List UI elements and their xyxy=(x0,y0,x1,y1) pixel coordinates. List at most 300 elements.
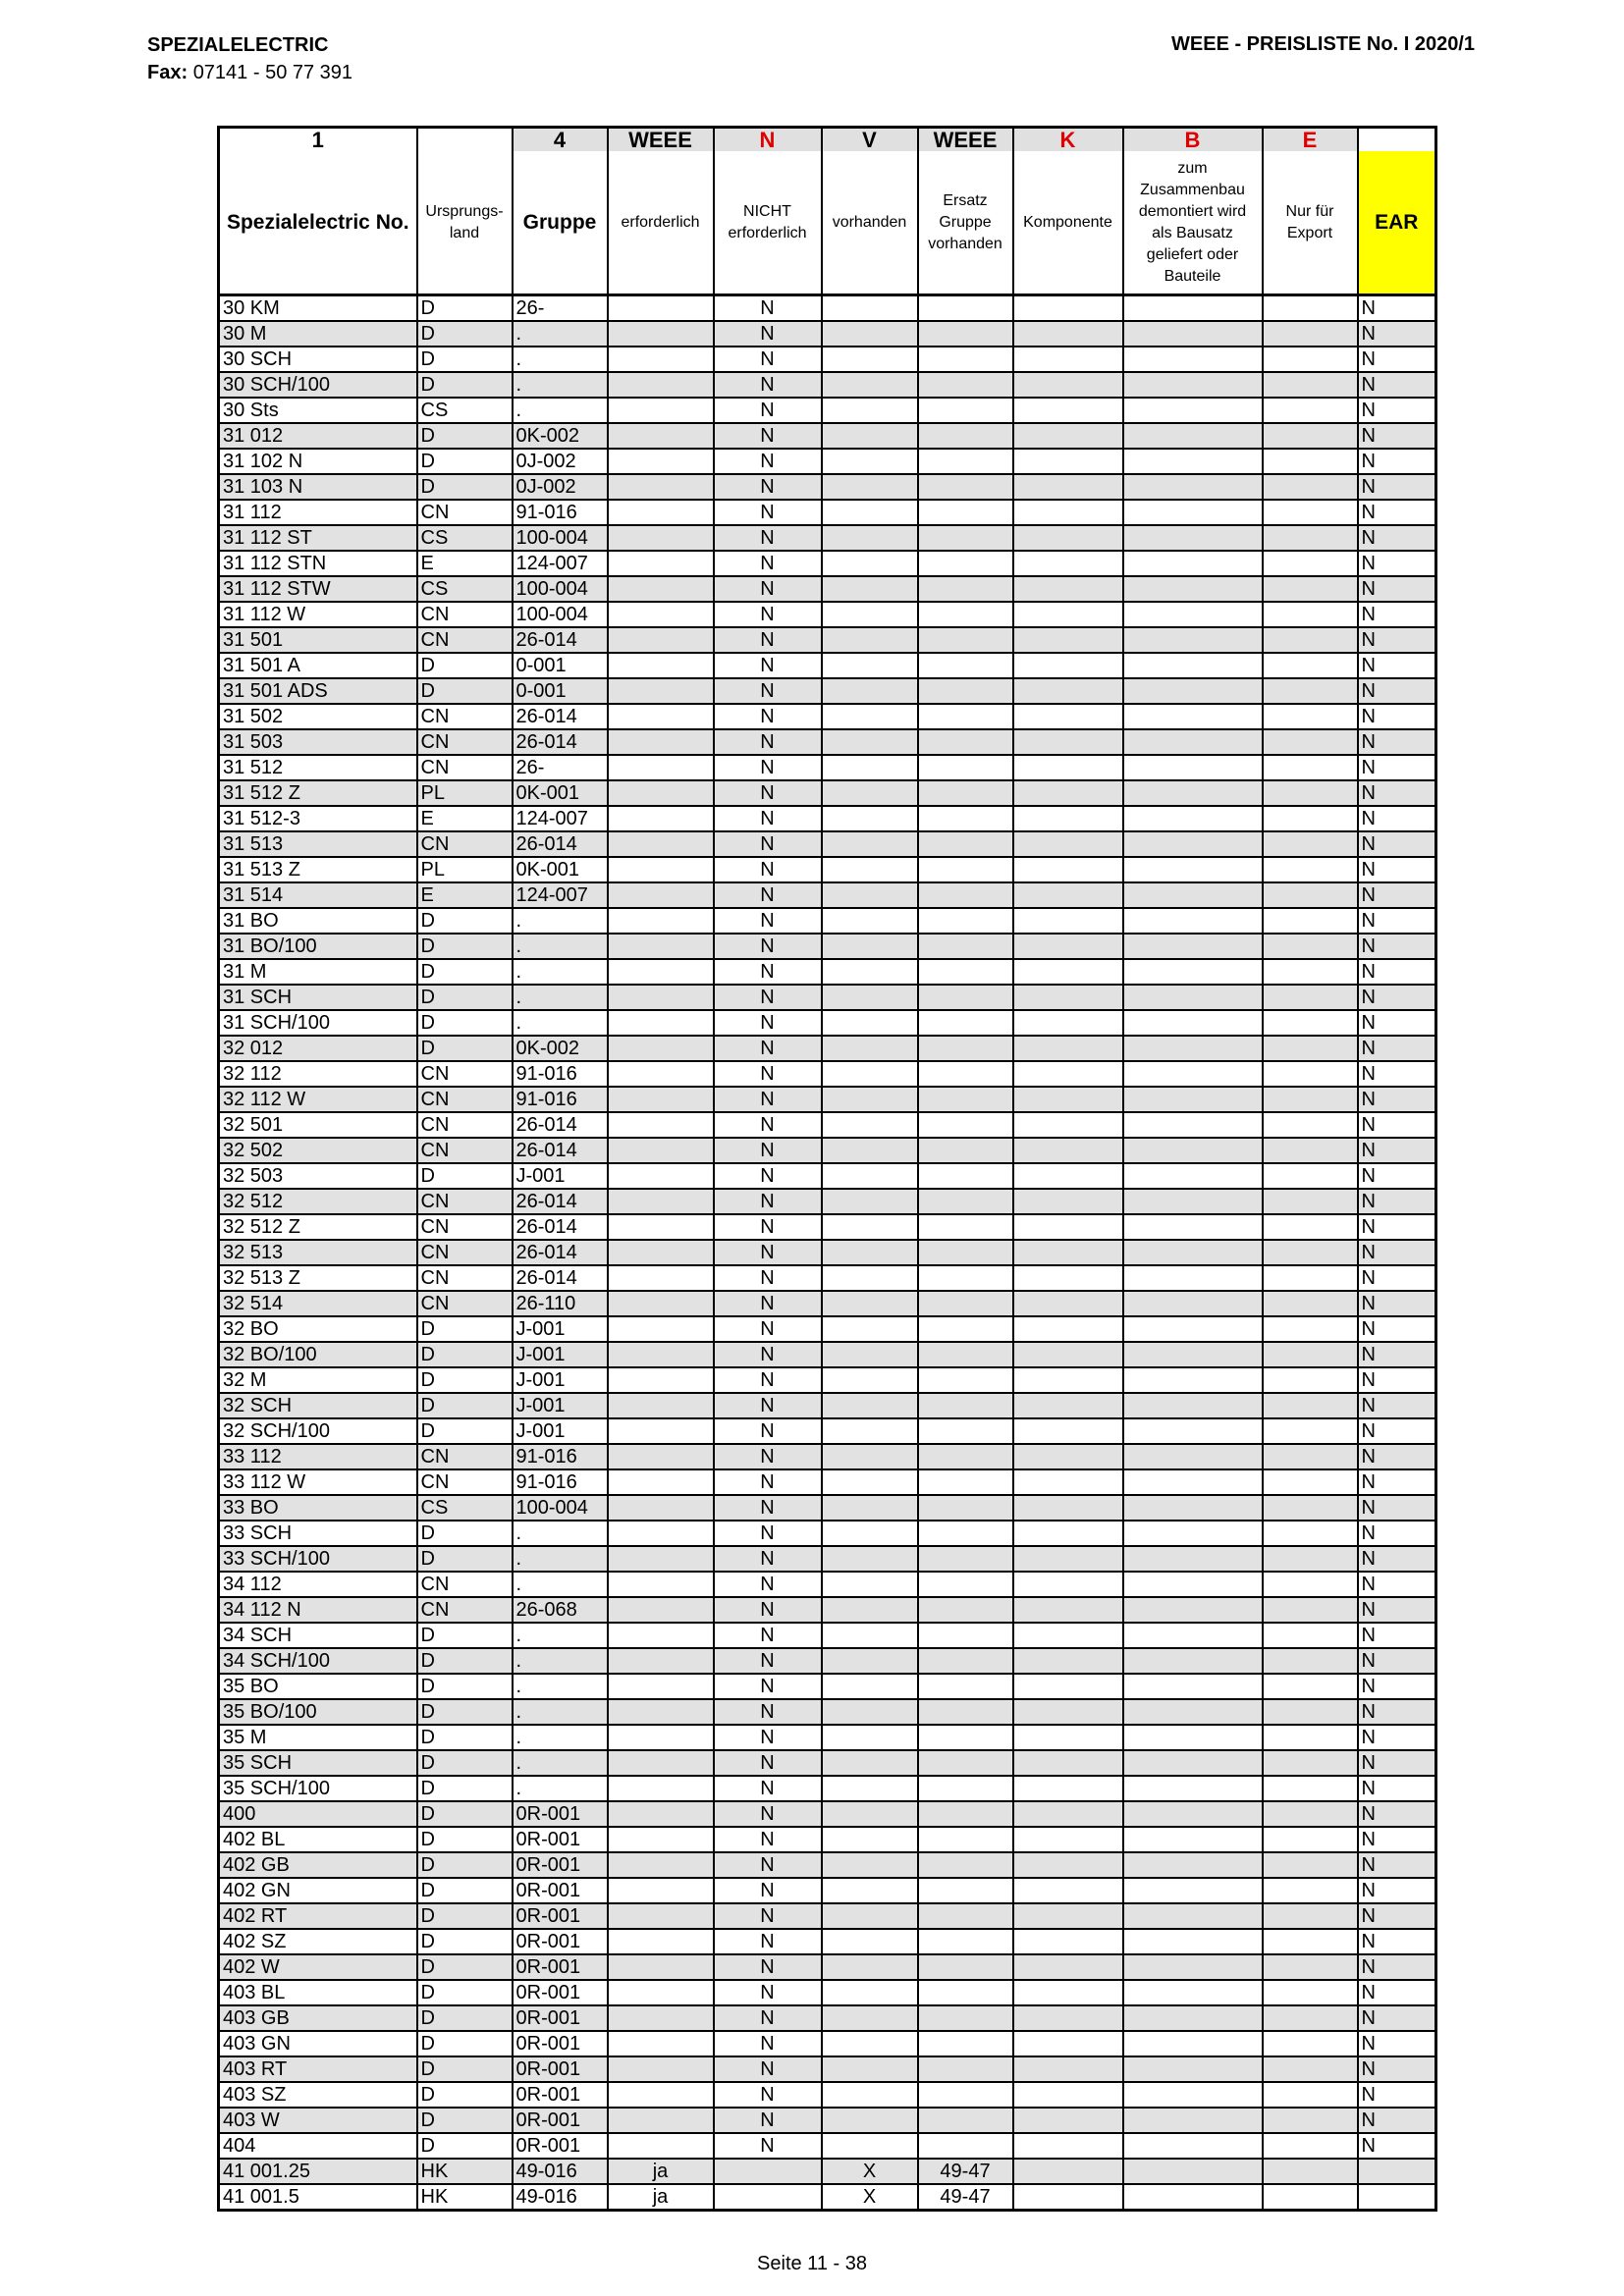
cell-export xyxy=(1263,321,1358,347)
cell-ear: N xyxy=(1358,1801,1436,1827)
cell-bausatz xyxy=(1123,1495,1263,1521)
cell-spezialelectric-no: 41 001.5 xyxy=(219,2184,417,2211)
cell-weee-erforderlich xyxy=(608,576,714,602)
cell-ersatz xyxy=(918,1112,1013,1138)
cell-gruppe: . xyxy=(513,321,608,347)
cell-komponente xyxy=(1013,882,1123,908)
table-row xyxy=(219,934,1436,959)
cell-export xyxy=(1263,1291,1358,1316)
cell-weee-erforderlich xyxy=(608,1954,714,1980)
cell-gruppe: . xyxy=(513,934,608,959)
cell-vorhanden xyxy=(822,653,918,678)
cell-gruppe: . xyxy=(513,985,608,1010)
cell-bausatz xyxy=(1123,934,1263,959)
cell-komponente xyxy=(1013,474,1123,500)
cell-weee-erforderlich xyxy=(608,934,714,959)
code-cell-9: E xyxy=(1263,128,1358,152)
cell-gruppe: 0K-001 xyxy=(513,857,608,882)
cell-land: CN xyxy=(417,704,513,729)
cell-komponente xyxy=(1013,398,1123,423)
cell-ersatz xyxy=(918,449,1013,474)
cell-land: D xyxy=(417,1776,513,1801)
code-cell-0: 1 xyxy=(219,128,417,152)
cell-gruppe: 26-014 xyxy=(513,627,608,653)
cell-gruppe: . xyxy=(513,1699,608,1725)
cell-vorhanden xyxy=(822,1980,918,2005)
cell-land: D xyxy=(417,1036,513,1061)
cell-komponente xyxy=(1013,1469,1123,1495)
header-ear: EAR xyxy=(1358,151,1436,295)
cell-ersatz xyxy=(918,551,1013,576)
cell-export xyxy=(1263,1469,1358,1495)
cell-bausatz xyxy=(1123,1291,1263,1316)
cell-land: CN xyxy=(417,729,513,755)
cell-weee-nicht: N xyxy=(714,653,822,678)
table-row xyxy=(219,1163,1436,1189)
cell-komponente xyxy=(1013,1521,1123,1546)
cell-land: CN xyxy=(417,1240,513,1265)
cell-weee-erforderlich xyxy=(608,398,714,423)
cell-land: CN xyxy=(417,1189,513,1214)
cell-ear: N xyxy=(1358,347,1436,372)
cell-ersatz xyxy=(918,1061,1013,1087)
cell-ear: N xyxy=(1358,1699,1436,1725)
table-row xyxy=(219,423,1436,449)
cell-vorhanden xyxy=(822,1112,918,1138)
cell-export xyxy=(1263,1546,1358,1572)
cell-ear: N xyxy=(1358,755,1436,780)
cell-weee-nicht: N xyxy=(714,2031,822,2056)
cell-ersatz xyxy=(918,1903,1013,1929)
cell-weee-nicht xyxy=(714,2184,822,2211)
cell-spezialelectric-no: 403 GB xyxy=(219,2005,417,2031)
cell-ersatz xyxy=(918,806,1013,831)
code-cell-5: V xyxy=(822,128,918,152)
cell-weee-nicht: N xyxy=(714,1469,822,1495)
header-gruppe: Gruppe xyxy=(513,151,608,295)
cell-vorhanden xyxy=(822,1725,918,1750)
cell-bausatz xyxy=(1123,729,1263,755)
document-title: WEEE - PREISLISTE No. I 2020/1 xyxy=(1171,33,1475,55)
table-row xyxy=(219,295,1436,322)
cell-weee-erforderlich xyxy=(608,1495,714,1521)
cell-bausatz xyxy=(1123,985,1263,1010)
cell-vorhanden xyxy=(822,1444,918,1469)
cell-weee-erforderlich xyxy=(608,1929,714,1954)
cell-bausatz xyxy=(1123,2082,1263,2108)
cell-ersatz xyxy=(918,2082,1013,2108)
cell-export xyxy=(1263,1418,1358,1444)
cell-komponente xyxy=(1013,985,1123,1010)
cell-ear: N xyxy=(1358,1189,1436,1214)
cell-export xyxy=(1263,1674,1358,1699)
price-list-table xyxy=(217,126,1437,2212)
cell-spezialelectric-no: 32 SCH/100 xyxy=(219,1418,417,1444)
cell-komponente xyxy=(1013,1929,1123,1954)
cell-spezialelectric-no: 33 BO xyxy=(219,1495,417,1521)
cell-spezialelectric-no: 34 SCH/100 xyxy=(219,1648,417,1674)
cell-bausatz xyxy=(1123,551,1263,576)
cell-gruppe: 0R-001 xyxy=(513,1827,608,1852)
cell-gruppe: . xyxy=(513,908,608,934)
cell-land: CN xyxy=(417,1112,513,1138)
cell-vorhanden: X xyxy=(822,2159,918,2184)
cell-export xyxy=(1263,576,1358,602)
cell-weee-erforderlich xyxy=(608,704,714,729)
cell-ersatz xyxy=(918,653,1013,678)
cell-bausatz xyxy=(1123,1623,1263,1648)
cell-land: CN xyxy=(417,1291,513,1316)
cell-ear: N xyxy=(1358,295,1436,322)
cell-land: D xyxy=(417,2108,513,2133)
cell-vorhanden xyxy=(822,1674,918,1699)
table-row xyxy=(219,985,1436,1010)
cell-weee-nicht: N xyxy=(714,806,822,831)
cell-bausatz xyxy=(1123,1010,1263,1036)
cell-spezialelectric-no: 31 501 ADS xyxy=(219,678,417,704)
cell-weee-nicht: N xyxy=(714,1010,822,1036)
cell-land: CN xyxy=(417,831,513,857)
cell-spezialelectric-no: 31 513 xyxy=(219,831,417,857)
cell-ear: N xyxy=(1358,831,1436,857)
cell-weee-erforderlich xyxy=(608,474,714,500)
cell-land: D xyxy=(417,1954,513,1980)
cell-vorhanden xyxy=(822,2108,918,2133)
cell-gruppe: 0-001 xyxy=(513,678,608,704)
cell-vorhanden xyxy=(822,1495,918,1521)
cell-ersatz xyxy=(918,729,1013,755)
cell-weee-nicht: N xyxy=(714,780,822,806)
cell-land: D xyxy=(417,1316,513,1342)
cell-bausatz xyxy=(1123,1903,1263,1929)
cell-ear: N xyxy=(1358,474,1436,500)
cell-gruppe: 26-014 xyxy=(513,1138,608,1163)
cell-spezialelectric-no: 31 112 STN xyxy=(219,551,417,576)
cell-weee-erforderlich xyxy=(608,1112,714,1138)
table-row xyxy=(219,831,1436,857)
cell-vorhanden xyxy=(822,576,918,602)
cell-komponente xyxy=(1013,1597,1123,1623)
cell-ersatz xyxy=(918,1036,1013,1061)
cell-spezialelectric-no: 31 112 STW xyxy=(219,576,417,602)
cell-export xyxy=(1263,2133,1358,2159)
cell-bausatz xyxy=(1123,2159,1263,2184)
cell-gruppe: 26-014 xyxy=(513,704,608,729)
table-row xyxy=(219,1240,1436,1265)
cell-spezialelectric-no: 31 012 xyxy=(219,423,417,449)
cell-spezialelectric-no: 31 103 N xyxy=(219,474,417,500)
cell-ersatz xyxy=(918,627,1013,653)
cell-ersatz xyxy=(918,1572,1013,1597)
cell-ear: N xyxy=(1358,1495,1436,1521)
cell-weee-nicht: N xyxy=(714,1903,822,1929)
cell-weee-nicht: N xyxy=(714,1418,822,1444)
cell-gruppe: 91-016 xyxy=(513,500,608,525)
cell-ersatz xyxy=(918,602,1013,627)
cell-export xyxy=(1263,1214,1358,1240)
cell-export xyxy=(1263,2159,1358,2184)
cell-ear: N xyxy=(1358,576,1436,602)
cell-weee-nicht: N xyxy=(714,959,822,985)
cell-weee-nicht: N xyxy=(714,831,822,857)
cell-ear: N xyxy=(1358,1444,1436,1469)
cell-bausatz xyxy=(1123,2184,1263,2211)
cell-export xyxy=(1263,525,1358,551)
cell-export xyxy=(1263,1699,1358,1725)
cell-komponente xyxy=(1013,1776,1123,1801)
cell-spezialelectric-no: 32 012 xyxy=(219,1036,417,1061)
cell-ersatz xyxy=(918,1980,1013,2005)
table-row xyxy=(219,1418,1436,1444)
cell-gruppe: 49-016 xyxy=(513,2159,608,2184)
cell-weee-nicht xyxy=(714,2159,822,2184)
cell-weee-nicht: N xyxy=(714,321,822,347)
cell-ersatz xyxy=(918,959,1013,985)
cell-weee-erforderlich xyxy=(608,1393,714,1418)
cell-vorhanden xyxy=(822,1138,918,1163)
cell-komponente xyxy=(1013,1163,1123,1189)
cell-spezialelectric-no: 31 502 xyxy=(219,704,417,729)
table-row xyxy=(219,704,1436,729)
cell-gruppe: 26-110 xyxy=(513,1291,608,1316)
cell-spezialelectric-no: 31 SCH/100 xyxy=(219,1010,417,1036)
cell-ersatz xyxy=(918,321,1013,347)
cell-spezialelectric-no: 31 SCH xyxy=(219,985,417,1010)
cell-weee-erforderlich xyxy=(608,908,714,934)
cell-vorhanden xyxy=(822,1623,918,1648)
cell-ear: N xyxy=(1358,1138,1436,1163)
cell-weee-erforderlich xyxy=(608,653,714,678)
cell-land: D xyxy=(417,321,513,347)
cell-gruppe: 91-016 xyxy=(513,1444,608,1469)
cell-ear: N xyxy=(1358,1750,1436,1776)
header-vorhanden: vorhanden xyxy=(822,151,918,295)
cell-vorhanden xyxy=(822,1393,918,1418)
cell-vorhanden xyxy=(822,1521,918,1546)
cell-bausatz xyxy=(1123,1138,1263,1163)
cell-ear: N xyxy=(1358,1674,1436,1699)
cell-weee-nicht: N xyxy=(714,1265,822,1291)
cell-land: D xyxy=(417,653,513,678)
table-row xyxy=(219,1469,1436,1495)
cell-weee-nicht: N xyxy=(714,755,822,780)
table-row xyxy=(219,1776,1436,1801)
cell-bausatz xyxy=(1123,2133,1263,2159)
cell-export xyxy=(1263,1903,1358,1929)
cell-weee-nicht: N xyxy=(714,2108,822,2133)
cell-ear: N xyxy=(1358,1776,1436,1801)
cell-weee-nicht: N xyxy=(714,678,822,704)
cell-gruppe: J-001 xyxy=(513,1393,608,1418)
cell-ear: N xyxy=(1358,1291,1436,1316)
cell-ersatz xyxy=(918,1087,1013,1112)
cell-weee-nicht: N xyxy=(714,398,822,423)
cell-komponente xyxy=(1013,1189,1123,1214)
cell-weee-nicht: N xyxy=(714,985,822,1010)
cell-land: CN xyxy=(417,1597,513,1623)
table-row xyxy=(219,372,1436,398)
cell-export xyxy=(1263,1087,1358,1112)
table-row xyxy=(219,627,1436,653)
cell-bausatz xyxy=(1123,525,1263,551)
cell-spezialelectric-no: 30 Sts xyxy=(219,398,417,423)
cell-export xyxy=(1263,653,1358,678)
cell-ersatz xyxy=(918,882,1013,908)
cell-gruppe: 26-068 xyxy=(513,1597,608,1623)
cell-land: E xyxy=(417,806,513,831)
cell-ear: N xyxy=(1358,2082,1436,2108)
cell-komponente xyxy=(1013,500,1123,525)
cell-komponente xyxy=(1013,908,1123,934)
cell-gruppe: 26-014 xyxy=(513,831,608,857)
cell-land: CS xyxy=(417,398,513,423)
table-row xyxy=(219,780,1436,806)
cell-weee-erforderlich xyxy=(608,1061,714,1087)
cell-gruppe: 100-004 xyxy=(513,525,608,551)
cell-export xyxy=(1263,1061,1358,1087)
cell-komponente xyxy=(1013,627,1123,653)
cell-komponente xyxy=(1013,1087,1123,1112)
cell-land: CN xyxy=(417,500,513,525)
cell-weee-erforderlich xyxy=(608,1827,714,1852)
cell-land: CS xyxy=(417,576,513,602)
cell-export xyxy=(1263,1393,1358,1418)
cell-weee-nicht: N xyxy=(714,1801,822,1827)
cell-gruppe: 0R-001 xyxy=(513,1929,608,1954)
cell-weee-nicht: N xyxy=(714,2056,822,2082)
cell-ear: N xyxy=(1358,1546,1436,1572)
cell-vorhanden xyxy=(822,602,918,627)
cell-gruppe: . xyxy=(513,1623,608,1648)
cell-land: D xyxy=(417,1750,513,1776)
cell-ersatz xyxy=(918,1444,1013,1469)
cell-ear: N xyxy=(1358,1265,1436,1291)
cell-vorhanden xyxy=(822,1316,918,1342)
cell-weee-erforderlich xyxy=(608,959,714,985)
cell-vorhanden xyxy=(822,449,918,474)
cell-spezialelectric-no: 31 512 xyxy=(219,755,417,780)
cell-land: D xyxy=(417,1342,513,1367)
cell-ersatz xyxy=(918,780,1013,806)
cell-spezialelectric-no: 31 512 Z xyxy=(219,780,417,806)
table-row xyxy=(219,1827,1436,1852)
cell-weee-erforderlich xyxy=(608,1087,714,1112)
table-row xyxy=(219,1036,1436,1061)
cell-export xyxy=(1263,1010,1358,1036)
cell-spezialelectric-no: 31 503 xyxy=(219,729,417,755)
cell-export xyxy=(1263,500,1358,525)
cell-export xyxy=(1263,347,1358,372)
column-header-row xyxy=(219,151,1436,295)
cell-gruppe: 26-014 xyxy=(513,1112,608,1138)
cell-export xyxy=(1263,1597,1358,1623)
cell-weee-nicht: N xyxy=(714,1112,822,1138)
cell-komponente xyxy=(1013,1699,1123,1725)
cell-weee-erforderlich xyxy=(608,1878,714,1903)
cell-komponente xyxy=(1013,551,1123,576)
cell-vorhanden xyxy=(822,780,918,806)
cell-weee-nicht: N xyxy=(714,1827,822,1852)
cell-ersatz xyxy=(918,1495,1013,1521)
cell-export xyxy=(1263,1265,1358,1291)
cell-weee-nicht: N xyxy=(714,1087,822,1112)
cell-gruppe: 124-007 xyxy=(513,551,608,576)
cell-gruppe: 49-016 xyxy=(513,2184,608,2211)
cell-spezialelectric-no: 33 112 xyxy=(219,1444,417,1469)
cell-export xyxy=(1263,806,1358,831)
cell-komponente xyxy=(1013,1265,1123,1291)
cell-spezialelectric-no: 32 BO xyxy=(219,1316,417,1342)
cell-spezialelectric-no: 32 112 xyxy=(219,1061,417,1087)
cell-weee-nicht: N xyxy=(714,1061,822,1087)
cell-vorhanden xyxy=(822,1087,918,1112)
cell-weee-nicht: N xyxy=(714,1240,822,1265)
cell-gruppe: 0R-001 xyxy=(513,1980,608,2005)
table-row xyxy=(219,1699,1436,1725)
cell-bausatz xyxy=(1123,1316,1263,1342)
table-row xyxy=(219,2031,1436,2056)
code-cell-1 xyxy=(417,128,513,152)
cell-vorhanden xyxy=(822,525,918,551)
cell-weee-nicht: N xyxy=(714,449,822,474)
cell-land: CN xyxy=(417,1214,513,1240)
cell-weee-erforderlich xyxy=(608,857,714,882)
cell-spezialelectric-no: 35 BO xyxy=(219,1674,417,1699)
cell-bausatz xyxy=(1123,423,1263,449)
cell-export xyxy=(1263,1954,1358,1980)
cell-ear: N xyxy=(1358,1163,1436,1189)
cell-weee-erforderlich xyxy=(608,2031,714,2056)
table-row xyxy=(219,1674,1436,1699)
cell-komponente xyxy=(1013,2056,1123,2082)
cell-ersatz xyxy=(918,2056,1013,2082)
cell-export xyxy=(1263,1163,1358,1189)
cell-spezialelectric-no: 35 SCH/100 xyxy=(219,1776,417,1801)
cell-komponente xyxy=(1013,1674,1123,1699)
header-nicht-erforderlich: NICHT erforderlich xyxy=(714,151,822,295)
cell-export xyxy=(1263,474,1358,500)
cell-spezialelectric-no: 34 112 N xyxy=(219,1597,417,1623)
cell-land: D xyxy=(417,347,513,372)
cell-weee-erforderlich xyxy=(608,2108,714,2133)
cell-export xyxy=(1263,1725,1358,1750)
cell-weee-erforderlich xyxy=(608,1316,714,1342)
cell-weee-nicht: N xyxy=(714,1163,822,1189)
cell-komponente xyxy=(1013,423,1123,449)
cell-bausatz xyxy=(1123,602,1263,627)
table-row xyxy=(219,2133,1436,2159)
cell-spezialelectric-no: 31 513 Z xyxy=(219,857,417,882)
cell-ersatz xyxy=(918,2031,1013,2056)
cell-gruppe: 26-014 xyxy=(513,1265,608,1291)
cell-bausatz xyxy=(1123,500,1263,525)
cell-ear: N xyxy=(1358,934,1436,959)
cell-ear: N xyxy=(1358,1316,1436,1342)
cell-ear: N xyxy=(1358,780,1436,806)
cell-spezialelectric-no: 33 SCH xyxy=(219,1521,417,1546)
cell-land: D xyxy=(417,2133,513,2159)
cell-ear: N xyxy=(1358,1878,1436,1903)
cell-export xyxy=(1263,2005,1358,2031)
code-cell-6: WEEE xyxy=(918,128,1013,152)
cell-ear: N xyxy=(1358,525,1436,551)
cell-vorhanden xyxy=(822,1061,918,1087)
cell-vorhanden xyxy=(822,1929,918,1954)
cell-komponente xyxy=(1013,857,1123,882)
cell-komponente xyxy=(1013,729,1123,755)
cell-weee-nicht: N xyxy=(714,1444,822,1469)
cell-gruppe: 26- xyxy=(513,295,608,322)
